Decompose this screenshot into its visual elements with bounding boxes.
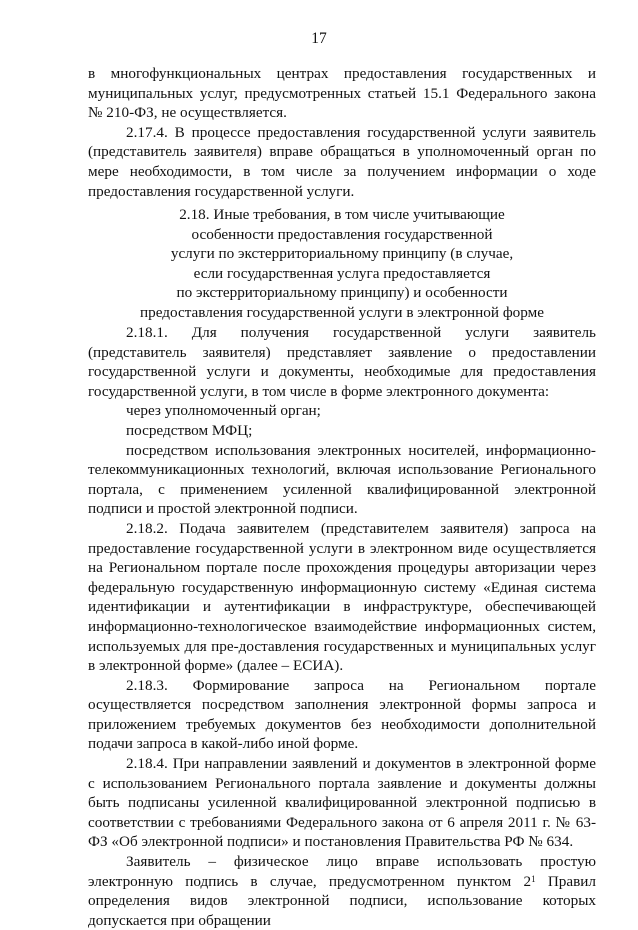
paragraph-text-part: Правил определения видов электронной подписи, использование которых допускается при обращении	[88, 872, 596, 929]
heading-line: 2.18. Иные требования, в том числе учитывающие	[179, 206, 505, 223]
paragraph-simple-signature	[88, 852, 596, 930]
main-text-block	[88, 323, 596, 930]
heading-line: если государственная услуга предоставляется	[193, 264, 491, 282]
paragraph-2-18-3: 2.18.3. Формирование запроса на Региональном портале осуществляется посредством заполнения электронной формы запроса и приложением требуемых документов без необходимости дополнительной подачи запроса в какой-либо иной форме.	[88, 676, 596, 753]
heading-line: услуги по экстерриториальному принципу (в случае,	[170, 245, 514, 263]
paragraph-continuation: в многофункциональных центрах предоставления государственных и муниципальных услуг, предусмотренных статьей 15.1 Федерального закона № 210-ФЗ, не осуществляется.	[88, 65, 596, 122]
heading-line: особенности предоставления государственной	[191, 225, 493, 243]
paragraph-2-17-4: 2.17.4. В процессе предоставления государственной услуги заявитель (представитель заявителя) вправе обращаться в уполномоченный орган по мере необходимости, в том числе за получением информации о ходе предоставления государственной услуги.	[88, 123, 596, 200]
list-item-mfc: посредством МФЦ;	[126, 421, 253, 439]
section-heading-2-18	[88, 205, 596, 323]
heading-line: по экстерриториальному принципу) и особенности	[176, 284, 508, 302]
paragraph-text-part: Заявитель – физическое лицо вправе использовать простую электронную подпись в случае, предусмотренном пунктом 2	[88, 853, 596, 890]
paragraph-2-18-4: 2.18.4. При направлении заявлений и документов в электронной форме с использованием Регионального портала заявление и документы должны быть подписаны усиленной квалифицированной электронной подписью в соответствии с требованиями Федерального закона от 6 апреля 2011 г. № 63-ФЗ «Об электронной подписи» и постановления Правительства РФ № 634.	[88, 755, 596, 851]
top-text-block	[88, 64, 596, 201]
heading-line: предоставления государственной услуги в электронной форме	[140, 303, 544, 321]
superscript-footnote: 1	[531, 873, 536, 884]
page-number: 17	[311, 30, 327, 47]
list-item-authorized-body: через уполномоченный орган;	[126, 402, 321, 420]
paragraph-2-18-2: 2.18.2. Подача заявителем (представителем заявителя) запроса на предоставление государственной услуги в электронном виде осуществляется на Региональном портале после прохождения процедуры авторизации через федеральную государственную информационную систему «Единая система идентификации и аутентификации в инфраструктуре, обеспечивающей информационно-технологическое взаимодействие информационных систем, используемых для пре-доставления государственных и муниципальных услуг в электронной форме» (далее – ЕСИА).	[88, 519, 596, 675]
list-item-electronic-media: посредством использования электронных носителей, информационно-телекоммуникационных технологий, включая использование Регионального портала, с применением усиленной квалифицированной электронной подписи и простой электронной подписи.	[88, 441, 596, 518]
paragraph-2-18-1: 2.18.1. Для получения государственной услуги заявитель (представитель заявителя) представляет заявление о предоставлении государственной услуги и документы, необходимые для предоставления государственной услуги, в том числе в форме электронного документа:	[88, 324, 596, 400]
